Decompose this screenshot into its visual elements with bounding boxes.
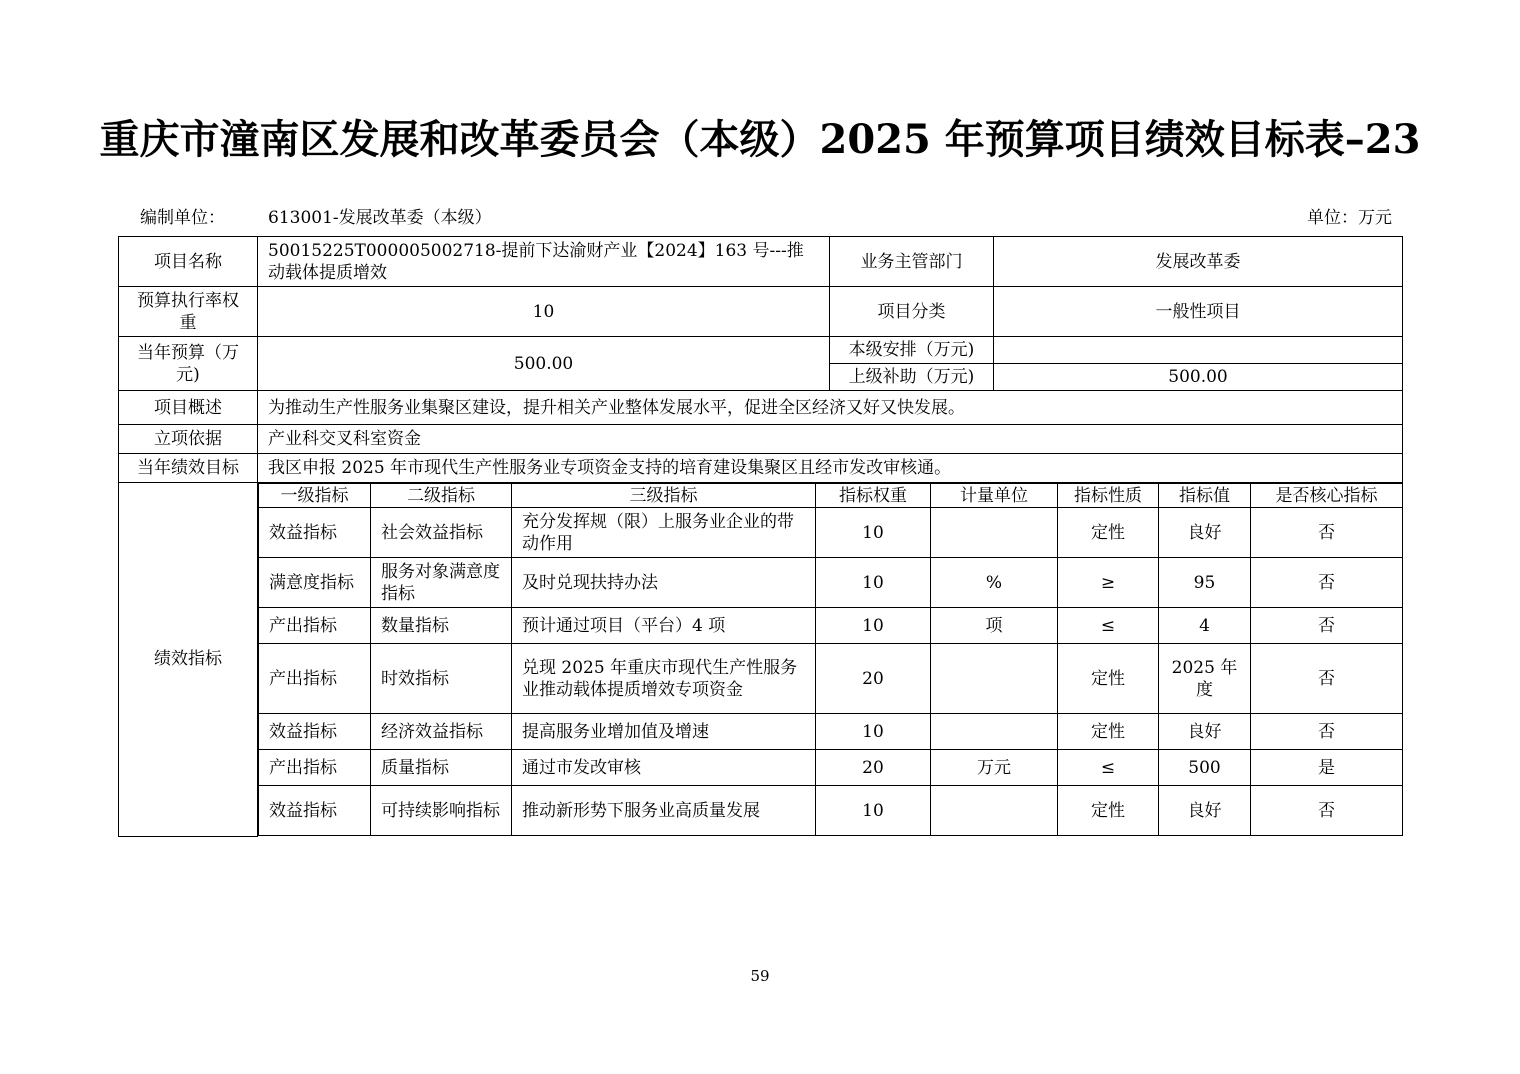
cell-l1: 效益指标 [259,508,371,558]
cell-l2: 服务对象满意度指标 [371,558,512,608]
cell-nature: 定性 [1058,644,1159,714]
cell-weight: 10 [816,558,931,608]
goal-value: 我区申报 2025 年市现代生产性服务业专项资金支持的培育建设集聚区且经市发改审核通。 [258,454,1403,483]
table-row [259,786,1403,836]
cell-l1: 产出指标 [259,644,371,714]
cell-value: 良好 [1159,786,1251,836]
table-row [259,644,1403,714]
basis-value: 产业科交叉科室资金 [258,425,1403,454]
dept-value: 发展改革委 [994,237,1403,287]
header-l2: 二级指标 [371,484,512,508]
basis-label: 立项依据 [119,425,258,454]
cell-nature: ≤ [1058,608,1159,644]
cell-core: 否 [1251,608,1403,644]
table-row [259,714,1403,750]
indicators-container [258,483,1403,837]
cell-unit: 项 [931,608,1058,644]
cell-value: 500 [1159,750,1251,786]
cell-weight: 10 [816,714,931,750]
cell-unit: % [931,558,1058,608]
cell-l2: 质量指标 [371,750,512,786]
cell-core: 否 [1251,508,1403,558]
table-row [259,750,1403,786]
performance-table [118,236,1403,837]
cell-nature: 定性 [1058,508,1159,558]
cell-core: 否 [1251,714,1403,750]
weight-value: 10 [258,287,830,337]
cell-nature: 定性 [1058,786,1159,836]
cell-l3: 兑现 2025 年重庆市现代生产性服务业推动载体提质增效专项资金 [512,644,816,714]
cell-weight: 20 [816,644,931,714]
local-label: 本级安排（万元) [830,337,994,364]
cell-l1: 产出指标 [259,608,371,644]
goal-label: 当年绩效目标 [119,454,258,483]
table-row [259,608,1403,644]
cell-value: 2025 年度 [1159,644,1251,714]
category-value: 一般性项目 [994,287,1403,337]
cell-l3: 通过市发改审核 [512,750,816,786]
cell-value: 4 [1159,608,1251,644]
cell-unit [931,508,1058,558]
budget-value: 500.00 [258,337,830,391]
cell-value: 良好 [1159,714,1251,750]
cell-nature: 定性 [1058,714,1159,750]
cell-nature: ≤ [1058,750,1159,786]
cell-l1: 满意度指标 [259,558,371,608]
cell-core: 否 [1251,786,1403,836]
cell-unit [931,714,1058,750]
indicators-label: 绩效指标 [119,483,258,837]
budget-label: 当年预算（万元) [119,337,258,391]
table-row [259,558,1403,608]
cell-l2: 时效指标 [371,644,512,714]
header-unit: 计量单位 [931,484,1058,508]
indicators-table [258,483,1403,836]
cell-l3: 预计通过项目（平台）4 项 [512,608,816,644]
header-weight: 指标权重 [816,484,931,508]
local-value [994,337,1403,364]
cell-nature: ≥ [1058,558,1159,608]
cell-unit [931,786,1058,836]
cell-l1: 效益指标 [259,714,371,750]
page-number: 59 [750,967,770,985]
cell-l2: 可持续影响指标 [371,786,512,836]
header-l1: 一级指标 [259,484,371,508]
unit-label: 单位：万元 [1307,208,1392,228]
cell-unit [931,644,1058,714]
overview-label: 项目概述 [119,391,258,425]
overview-value: 为推动生产性服务业集聚区建设，提升相关产业整体发展水平，促进全区经济又好又快发展。 [258,391,1403,425]
header-l3: 三级指标 [512,484,816,508]
indicators-header-row [259,484,1403,508]
category-label: 项目分类 [830,287,994,337]
cell-l3: 提高服务业增加值及增速 [512,714,816,750]
project-name-label: 项目名称 [119,237,258,287]
cell-weight: 10 [816,508,931,558]
table-row [259,508,1403,558]
cell-l2: 社会效益指标 [371,508,512,558]
cell-l3: 充分发挥规（限）上服务业企业的带动作用 [512,508,816,558]
cell-l3: 及时兑现扶持办法 [512,558,816,608]
superior-value: 500.00 [994,364,1403,391]
org-label: 编制单位： [140,208,225,228]
weight-label: 预算执行率权重 [119,287,258,337]
cell-value: 良好 [1159,508,1251,558]
cell-value: 95 [1159,558,1251,608]
cell-weight: 10 [816,608,931,644]
org-value: 613001-发展改革委（本级） [268,208,492,228]
project-name-value: 50015225T000005002718-提前下达渝财产业【2024】163 号---推动载体提质增效 [258,237,830,287]
cell-weight: 10 [816,786,931,836]
cell-unit: 万元 [931,750,1058,786]
cell-core: 是 [1251,750,1403,786]
superior-label: 上级补助（万元) [830,364,994,391]
cell-l3: 推动新形势下服务业高质量发展 [512,786,816,836]
header-nature: 指标性质 [1058,484,1159,508]
dept-label: 业务主管部门 [830,237,994,287]
header-value: 指标值 [1159,484,1251,508]
cell-weight: 20 [816,750,931,786]
header-core: 是否核心指标 [1251,484,1403,508]
cell-l1: 产出指标 [259,750,371,786]
cell-core: 否 [1251,558,1403,608]
cell-core: 否 [1251,644,1403,714]
cell-l1: 效益指标 [259,786,371,836]
cell-l2: 数量指标 [371,608,512,644]
page-title: 重庆市潼南区发展和改革委员会（本级）2025 年预算项目绩效目标表–23 [99,116,1421,163]
cell-l2: 经济效益指标 [371,714,512,750]
